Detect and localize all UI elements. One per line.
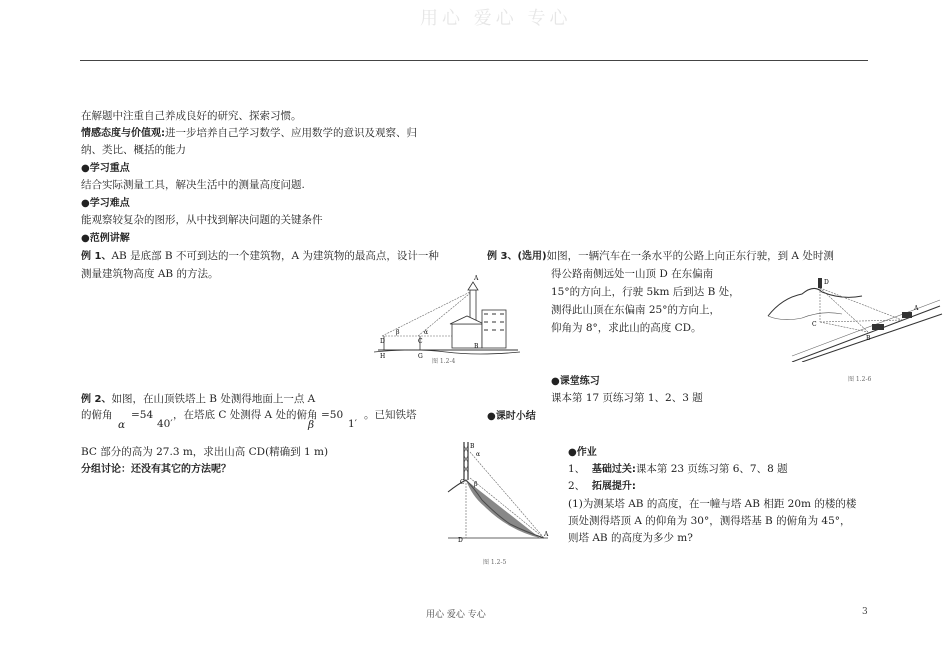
figure-3-caption: 图 1.2-6 xyxy=(848,376,872,383)
svg-text:B: B xyxy=(866,335,871,342)
svg-text:A: A xyxy=(914,305,919,312)
discussion: 分组讨论：还没有其它的方法呢？ xyxy=(81,464,231,475)
example-3-text: 如图，一辆汽车在一条水平的公路上向正东行驶，到 A 处时测 xyxy=(546,250,834,262)
heading-summary: ●课时小结 xyxy=(487,411,536,422)
example-3-line xyxy=(487,248,834,265)
beta-minutes: 1′ xyxy=(348,418,358,430)
svg-text:D: D xyxy=(380,338,385,345)
attitude-line-2: 纳、类比、概括的能力 xyxy=(81,144,186,156)
beta-degrees: =50 xyxy=(321,409,344,421)
homework-1 xyxy=(568,461,788,478)
svg-text:C: C xyxy=(418,338,423,345)
focus-text: 结合实际测量工具，解决生活中的测量高度问题. xyxy=(81,179,305,191)
homework-2-label: 拓展提升: xyxy=(591,481,636,492)
figure-building xyxy=(374,274,522,362)
svg-text:β: β xyxy=(474,481,478,488)
svg-text:G: G xyxy=(418,353,423,360)
attitude-label: 情感态度与价值观: xyxy=(81,128,165,139)
homework-2 xyxy=(568,478,636,495)
practice-text: 课本第 17 页练习第 1、2、3 题 xyxy=(551,392,703,404)
svg-text:β: β xyxy=(396,329,400,336)
svg-text:B: B xyxy=(474,343,479,350)
example-3-line-3: 15°的方向上，行驶 5km 后到达 B 处， xyxy=(551,286,740,298)
attitude-line xyxy=(81,125,417,142)
example-2-line xyxy=(81,391,315,408)
figure-mountain xyxy=(440,434,552,546)
attitude-text: 进一步培养自己学习数学、应用数学的意识及观察、归 xyxy=(165,127,417,139)
svg-text:D: D xyxy=(458,537,463,544)
heading-homework: ●作业 xyxy=(568,447,597,458)
heading-examples: ●范例讲解 xyxy=(81,233,130,244)
example-1-line xyxy=(81,248,439,265)
example-3-line-4: 测得此山顶在东偏南 25°的方向上， xyxy=(551,304,720,316)
svg-text:A: A xyxy=(474,275,479,282)
svg-text:D: D xyxy=(824,279,829,286)
example-1-label: 例 1、 xyxy=(81,251,112,262)
svg-text:C: C xyxy=(460,479,465,486)
example-2-line-2 xyxy=(81,407,417,431)
homework-1-label: 基础过关: xyxy=(591,464,636,475)
example-1-text: AB 是底部 B 不可到达的一个建筑物，A 为建筑物的最高点，设计一种 xyxy=(111,250,439,262)
svg-text:A: A xyxy=(544,531,549,538)
alpha-symbol: α xyxy=(118,419,126,431)
ex2-text-a: 的俯角 xyxy=(81,409,113,421)
svg-text:C: C xyxy=(812,321,817,328)
homework-2-line-2: 顶处测得塔顶 A 的仰角为 30°，测得塔基 B 的俯角为 45°， xyxy=(568,515,851,527)
heading-focus: ●学习重点 xyxy=(81,163,130,174)
figure-2-caption: 图 1.2-5 xyxy=(483,559,507,566)
beta-symbol: β xyxy=(308,419,315,431)
example-3-label: 例 3、(选用) xyxy=(487,251,547,262)
header-rule xyxy=(80,60,868,61)
heading-practice: ●课堂练习 xyxy=(551,376,600,387)
page-number: 3 xyxy=(862,607,868,617)
homework-1-number: 1、 xyxy=(568,463,586,475)
figure-road xyxy=(762,270,944,362)
ex2-text-b: ，在塔底 C 处测得 A 处的俯角 xyxy=(173,409,318,421)
homework-1-text: 课本第 23 页练习第 6、7、8 题 xyxy=(635,463,788,475)
example-3-line-5: 仰角为 8°，求此山的高度 CD。 xyxy=(551,322,702,334)
footer-motto: 用心 爱心 专心 xyxy=(426,610,486,620)
svg-text:α: α xyxy=(424,329,429,336)
intro-line: 在解题中注重自己养成良好的研究、探索习惯。 xyxy=(81,110,302,122)
svg-text:α: α xyxy=(476,451,481,458)
svg-text:H: H xyxy=(380,353,386,360)
heading-difficulty: ●学习难点 xyxy=(81,198,130,209)
alpha-degrees: =54 xyxy=(131,409,154,421)
watermark: 用心 爱心 专心 xyxy=(420,8,572,29)
homework-2-line-1: (1)为测某塔 AB 的高度，在一幢与塔 AB 相距 20m 的楼的楼 xyxy=(568,498,857,510)
ex2-text-c: 。已知铁塔 xyxy=(364,409,417,421)
difficulty-text: 能观察较复杂的图形，从中找到解决问题的关键条件 xyxy=(81,214,323,226)
homework-2-number: 2、 xyxy=(568,480,586,492)
example-2-label: 例 2、 xyxy=(81,394,112,405)
figure-1-caption: 图 1.2-4 xyxy=(432,358,456,365)
example-3-line-2: 得公路南侧远处一山顶 D 在东偏南 xyxy=(551,268,714,280)
example-1-line-2: 测量建筑物高度 AB 的方法。 xyxy=(81,268,219,280)
svg-text:B: B xyxy=(470,443,475,450)
alpha-minutes: 40′ xyxy=(157,418,173,430)
example-2-text: 如图，在山顶铁塔上 B 处测得地面上一点 A xyxy=(111,393,316,405)
homework-2-line-3: 则塔 AB 的高度为多少 m? xyxy=(568,532,693,544)
example-2-line-3: BC 部分的高为 27.3 m，求出山高 CD(精确到 1 m) xyxy=(81,446,329,458)
